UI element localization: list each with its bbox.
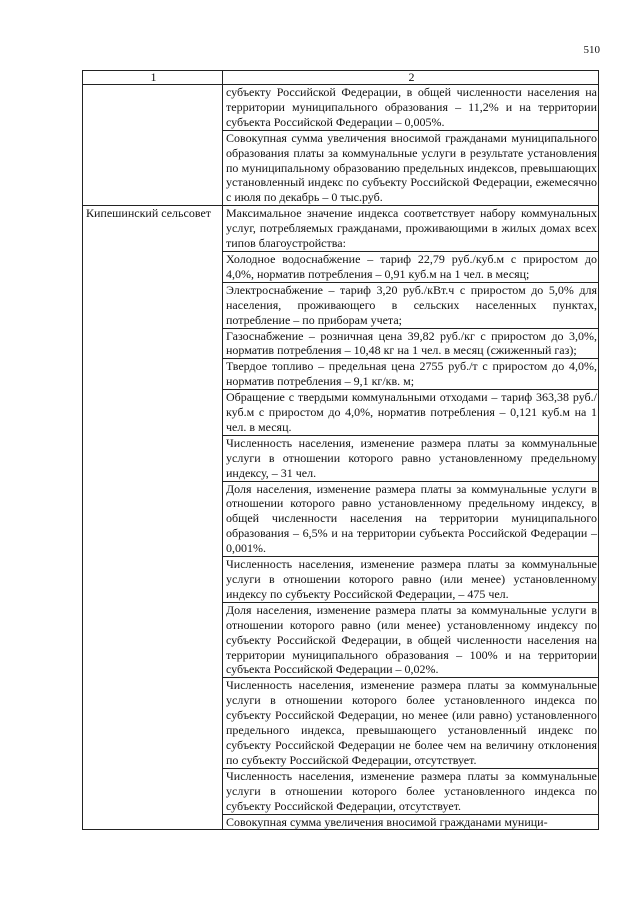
table-row	[83, 206, 599, 830]
row-content-cell	[223, 85, 599, 206]
paragraph: Доля населения, изменение размера платы за коммунальные услуги в отношении которого равно (или менее) установленному индексу по субъекту Российской Федерации, в общей численности населения на территории муниципального образования – 100% и на территории субъекта Российской Федерации – 0,02%.	[223, 602, 598, 678]
column-header-1: 1	[83, 71, 223, 85]
paragraph: Численность населения, изменение размера платы за коммунальные услуги в отношении которого равно (или менее) установленному индексу по субъекту Российской Федерации, – 475 чел.	[223, 556, 598, 602]
paragraph: Максимальное значение индекса соответствует набору коммунальных услуг, потребляемых гражданами, проживающими в жилых домах всех типов благоустройства:	[226, 206, 597, 251]
paragraph: Обращение с твердыми коммунальными отходами – тариф 363,38 руб./куб.м с приростом до 4,0%, норматив потребления – 0,121 куб.м на 1 чел. в месяц.	[223, 389, 598, 435]
paragraph: Твердое топливо – предельная цена 2755 руб./т с приростом до 4,0%, норматив потребления – 9,1 кг/кв. м;	[223, 358, 598, 389]
table-row	[83, 85, 599, 206]
paragraph: Газоснабжение – розничная цена 39,82 руб./кг с приростом до 3,0%, норматив потребления – 10,48 кг на 1 чел. в месяц (сжиженный газ);	[223, 328, 598, 359]
page-number: 510	[583, 44, 600, 56]
paragraph: Холодное водоснабжение – тариф 22,79 руб./куб.м с приростом до 4,0%, норматив потребления – 0,91 куб.м на 1 чел. в месяц;	[223, 251, 598, 282]
column-header-2: 2	[223, 71, 599, 85]
paragraph: Численность населения, изменение размера платы за коммунальные услуги в отношении которого более установленного индекса по субъекту Российской Федерации, отсутствует.	[223, 768, 598, 814]
paragraph: Совокупная сумма увеличения вносимой гражданами муници-	[223, 814, 598, 830]
row-label-cell	[83, 206, 223, 830]
paragraph: Совокупная сумма увеличения вносимой гражданами муниципального образования платы за коммунальные услуги в результате установления по муниципальному образованию предельных индексов, превышающих установленный индекс по субъекту Российской Федерации, ежемесячно с июля по декабрь – 0 тыс.руб.	[223, 130, 598, 206]
paragraph: Численность населения, изменение размера платы за коммунальные услуги в отношении которого равно установленному предельному индексу, – 31 чел.	[223, 435, 598, 481]
paragraph: субъекту Российской Федерации, в общей численности населения на территории муниципального образования – 11,2% и на территории субъекта Российской Федерации – 0,005%.	[226, 85, 597, 129]
row-content-cell	[223, 206, 599, 830]
paragraph: Численность населения, изменение размера платы за коммунальные услуги в отношении которого более установленного индекса по субъекту Российской Федерации, но менее (или равно) установленного предельного индекса, превышающего установленный индекс по субъекту Российской Федерации не более чем на величину отклонения по субъекту Российской Федерации, отсутствует.	[223, 677, 598, 767]
table-header-row	[83, 71, 599, 85]
paragraph: Электроснабжение – тариф 3,20 руб./кВт.ч с приростом до 5,0% для населения, проживающего в сельских населенных пунктах, потребление – по приборам учета;	[223, 282, 598, 328]
row-label-cell	[83, 85, 223, 206]
document-table	[82, 70, 599, 830]
row-label: Кипешинский сельсовет	[86, 206, 212, 221]
paragraph: Доля населения, изменение размера платы за коммунальные услуги в отношении которого равно установленному предельному индексу, в общей численности населения на территории муниципального образования – 6,5% и на территории субъекта Российской Федерации – 0,001%.	[223, 481, 598, 557]
